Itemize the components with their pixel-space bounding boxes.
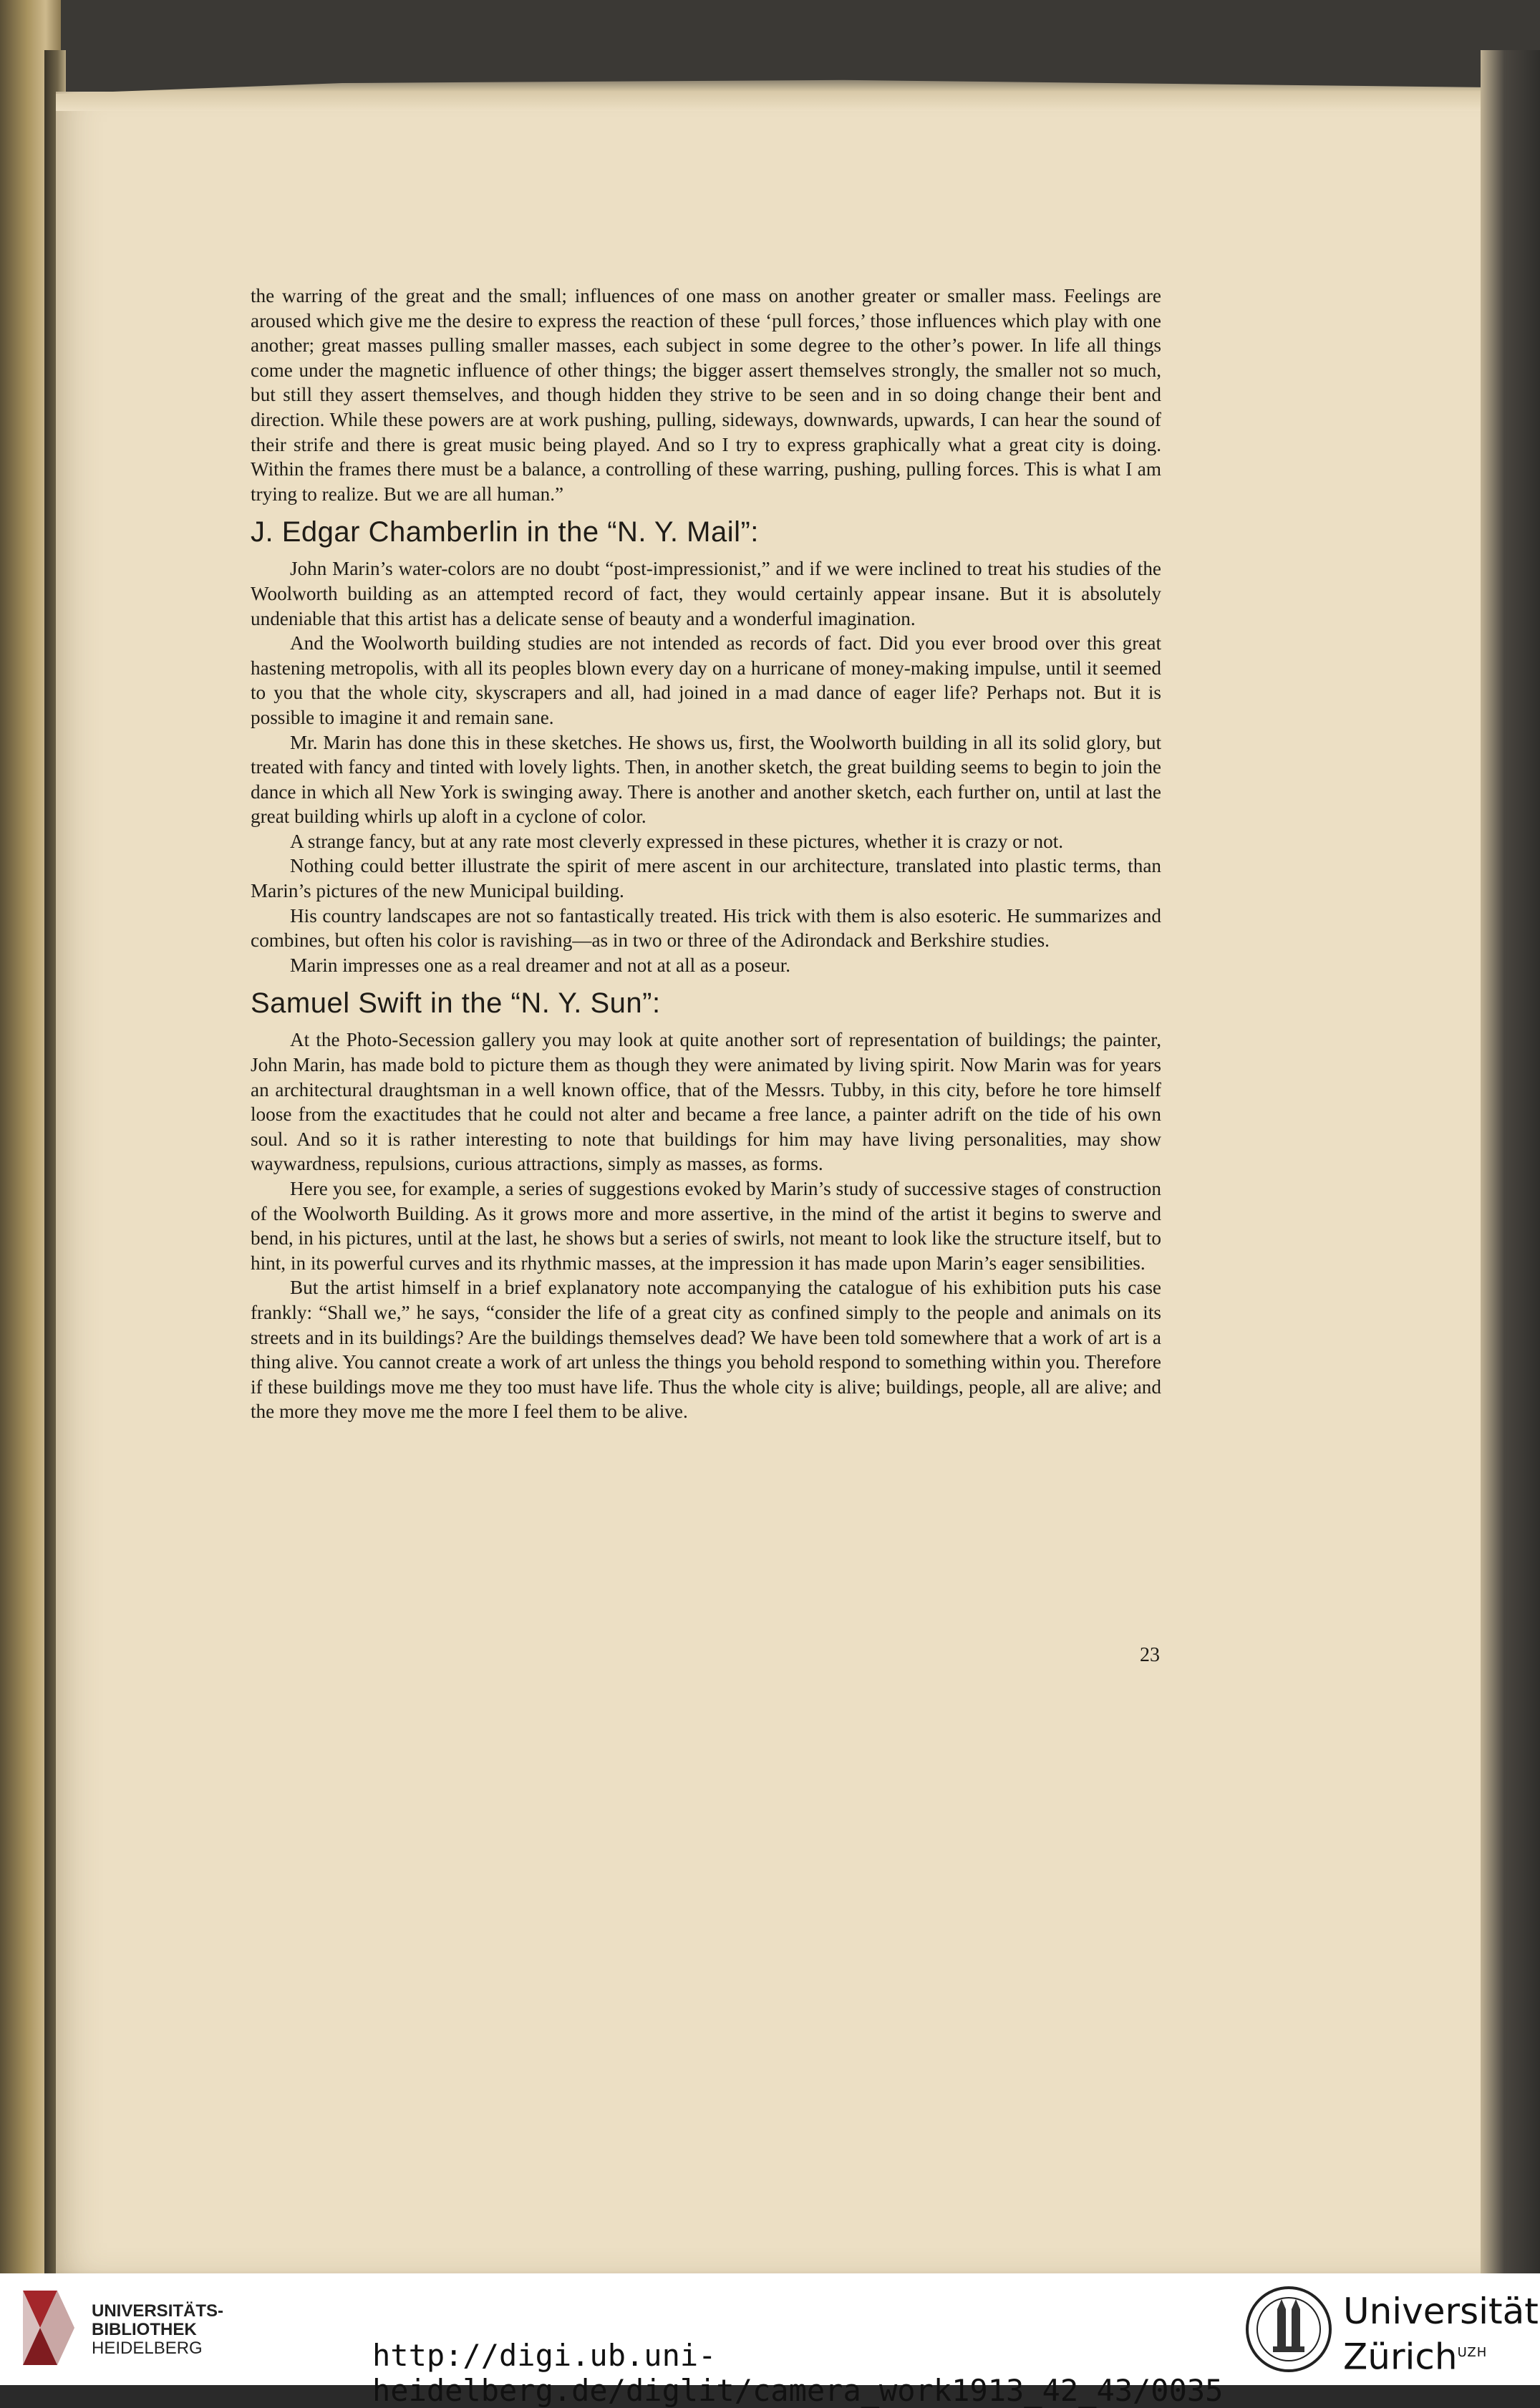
- university-name: [1343, 2291, 1539, 2378]
- uzh-abbrev: UZH: [1457, 2345, 1488, 2360]
- paragraph: Nothing could better illustrate the spirit of mere ascent in our architecture, translated into plastic terms, than Marin’s pictures of the new Municipal building.: [251, 855, 1161, 902]
- paragraph: His country landscapes are not so fantastically treated. His trick with them is also esoteric. He summarizes and combines, but often his color is ravishing—as in two or three of the Adirondack and Berkshire studies.: [251, 904, 1161, 952]
- paragraph: A strange fancy, but at any rate most cleverly expressed in these pictures, whether it is crazy or not.: [290, 830, 1064, 852]
- ub-heidelberg-logo-icon: [16, 2288, 84, 2372]
- intro-paragraph: the warring of the great and the small; influences of one mass on another greater or smaller mass. Feelings are aroused which give me the desire to express the reaction of these ‘pull forces,’ those influences which play with one another; great masses pulling smaller masses, each subject in some degree to the other’s power. In life all things come under the magnetic influence of other things; the bigger assert themselves strongly, the smaller not so much, but still they assert themselves, and though hidden they strive to be seen and in so doing change their bent and direction. While these powers are at work pushing, pulling, sideways, downwards, upwards, I can hear the sound of their strife and there is great music being played. And so I try to express graphically what a great city is doing. Within the frames there must be a balance, a controlling of these warring, pushing, pulling forces. This is what I am trying to realize. But we are all human.”: [251, 285, 1161, 505]
- library-line-2: BIBLIOTHEK: [92, 2320, 197, 2339]
- footer-bar: [0, 2273, 1540, 2408]
- page-number: 23: [1140, 1644, 1160, 1666]
- right-page-shadow: [1481, 50, 1540, 2273]
- paragraph: But the artist himself in a brief explanatory note accompanying the catalogue of his exhibition puts his case frankly: “Shall we,” he says, “consider the life of a great city as confined simply to the people and animals on its streets and in its buildings? Are the buildings themselves dead? We have been told somewhere that a work of art is a thing alive. You cannot create a work of art unless the things you behold respond to something within you. Therefore if these buildings move me they too must have life. Thus the whole city is alive; buildings, people, all are alive; and the more they move me the more I feel them to be alive.: [251, 1277, 1161, 1423]
- permalink-url[interactable]: http://digi.ub.uni-heidelberg.de/diglit/camera_work1913_42_43/0035: [372, 2338, 1224, 2408]
- university-line-1: Universität: [1343, 2291, 1539, 2332]
- library-line-3: HEIDELBERG: [92, 2339, 203, 2358]
- uzh-seal-icon: [1244, 2285, 1333, 2374]
- section-heading-sun: Samuel Swift in the “N. Y. Sun”:: [251, 987, 661, 1020]
- paragraph: Marin impresses one as a real dreamer and not at all as a poseur.: [290, 954, 791, 976]
- paragraph: John Marin’s water-colors are no doubt “post-impressionist,” and if we were inclined to treat his studies of the Woolworth building as an attempted record of fact, they would certainly appear insane. But it is absolutely undeniable that this artist has a delicate sense of beauty and a wonderful imagination.: [251, 558, 1161, 629]
- university-city: Zürich: [1343, 2336, 1458, 2378]
- paragraph: And the Woolworth building studies are not intended as records of fact. Did you ever brood over this great hastening metropolis, with all its peoples blown every day on a hurricane of money-making impulse, until it seemed to you that the whole city, skyscrapers and all, had joined in a mad dance of eager life? Perhaps not. But it is possible to imagine it and remain sane.: [251, 632, 1161, 728]
- paragraph: At the Photo-Secession gallery you may look at quite another sort of representation of buildings; the painter, John Marin, has made bold to picture them as though they were animated by living spirit. Now Marin was for years an architectural draughtsman in a well known office, that of the Messrs. Tubby, in this city, before he tore himself loose from the exactitudes that he could not alter and became a free lance, a painter adrift on the tide of his own soul. And so it is rather interesting to note that buildings for him may have living personalities, may show waywardness, repulsions, curious attractions, simply as masses, as forms.: [251, 1029, 1161, 1175]
- library-line-1: UNIVERSITÄTS-: [92, 2301, 224, 2321]
- university-line-2: [1343, 2332, 1539, 2378]
- paragraph: Mr. Marin has done this in these sketches. He shows us, first, the Woolworth building in all its solid glory, but treated with fancy and tinted with lovely lights. Then, in another sketch, the great building seems to begin to join the dance in which all New York is swinging away. There is another and another sketch, each further on, until at last the great building whirls up aloft in a cyclone of color.: [251, 731, 1161, 828]
- library-name: [92, 2302, 223, 2358]
- paragraph: Here you see, for example, a series of suggestions evoked by Marin’s study of successive stages of construction of the Woolworth Building. As it grows more and more assertive, in the mind of the artist it begins to swerve and bend, in his pictures, until at the last, he shows but a series of swirls, not meant to look like the structure itself, but to hint, in its powerful curves and its rhythmic masses, at the impression it has made upon Marin’s eager sensibilities.: [251, 1178, 1161, 1274]
- section-heading-mail: J. Edgar Chamberlin in the “N. Y. Mail”:: [251, 516, 759, 548]
- page-text: [251, 284, 1161, 1424]
